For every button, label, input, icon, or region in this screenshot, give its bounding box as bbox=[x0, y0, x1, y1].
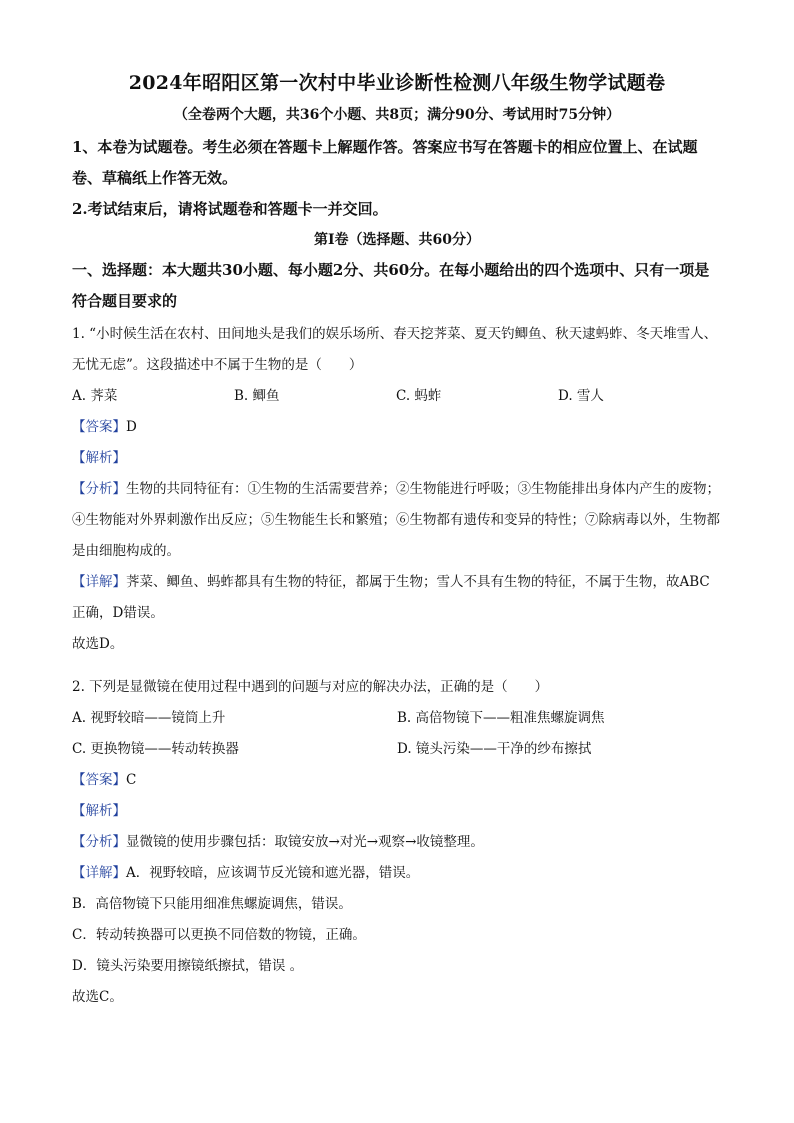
analysis-tag: 【解析】 bbox=[72, 803, 126, 819]
xiangjie-text-c: C．转动转换器可以更换不同倍数的物镜，正确。 bbox=[72, 927, 366, 943]
xiangjie-text-b: B．高倍物镜下只能用细准焦螺旋调焦，错误。 bbox=[72, 896, 352, 912]
answer-value: D bbox=[126, 419, 137, 435]
question-1-stem: 1. “小时候生活在农村、田间地头是我们的娱乐场所、春天挖荠菜、夏天钓鲫鱼、秋天逮蚂蚱、冬天堆雪人、无忧无虑”。这段描述中不属于生物的是（ ） bbox=[72, 326, 718, 373]
fenxi-tag: 【分析】 bbox=[72, 481, 126, 497]
fenxi-tag: 【分析】 bbox=[72, 834, 126, 850]
question-1 bbox=[72, 319, 722, 660]
option-a: A. 荠菜 bbox=[72, 388, 118, 404]
option-d: D. 镜头污染——干净的纱布擦拭 bbox=[397, 741, 592, 757]
section-intro: 一、选择题：本大题共30小题、每小题2分、共60分。在每小题给出的四个选项中、只有一项是符合题目要求的 bbox=[72, 261, 710, 310]
xiangjie-tag: 【详解】 bbox=[72, 865, 126, 881]
xiangjie-paragraph bbox=[72, 858, 722, 889]
spacer bbox=[72, 660, 722, 672]
xiangjie-text-d: D．镜头污染要用擦镜纸擦拭，错误 。 bbox=[72, 958, 304, 974]
conclusion: 故选D。 bbox=[72, 636, 124, 652]
conclusion: 故选C。 bbox=[72, 989, 123, 1005]
xiangjie-paragraph bbox=[72, 567, 722, 629]
fenxi-paragraph bbox=[72, 474, 722, 567]
answer-line bbox=[72, 765, 722, 796]
notice-1: 1、本卷为试题卷。考生必须在答题卡上解题作答。答案应书写在答题卡的相应位置上、在试题卷、草稿纸上作答无效。 bbox=[72, 138, 698, 187]
question-1-options bbox=[72, 381, 722, 412]
option-c: C. 更换物镜——转动转换器 bbox=[72, 741, 239, 757]
exam-title: 2024年昭阳区第一次村中毕业诊断性检测八年级生物学试题卷 bbox=[128, 72, 666, 94]
option-b: B. 高倍物镜下——粗准焦螺旋调焦 bbox=[397, 710, 605, 726]
answer-line bbox=[72, 412, 722, 443]
option-c: C. 蚂蚱 bbox=[396, 388, 442, 404]
analysis-tag: 【解析】 bbox=[72, 450, 126, 466]
option-d: D. 雪人 bbox=[558, 388, 604, 404]
question-2 bbox=[72, 672, 722, 1013]
fenxi-text: 显微镜的使用步骤包括：取镜安放→对光→观察→收镜整理。 bbox=[126, 834, 484, 850]
xiangjie-text: 荠菜、鲫鱼、蚂蚱都具有生物的特征，都属于生物；雪人不具有生物的特征，不属于生物，故ABC正确，D错误。 bbox=[72, 574, 710, 621]
section-heading: 第Ⅰ卷（选择题、共60分） bbox=[313, 232, 481, 248]
answer-tag: 【答案】 bbox=[72, 772, 126, 788]
xiangjie-tag: 【详解】 bbox=[72, 574, 126, 590]
fenxi-text: 生物的共同特征有：①生物的生活需要营养；②生物能进行呼吸；③生物能排出身体内产生的废物；④生物能对外界刺激作出反应；⑤生物能生长和繁殖；⑥生物都有遗传和变异的特性；⑦除病毒以外，生物都是由细胞构成的。 bbox=[72, 481, 720, 559]
option-b: B. 鲫鱼 bbox=[234, 388, 280, 404]
exam-subtitle: （全卷两个大题，共36个小题、共8页；满分90分、考试用时75分钟） bbox=[173, 107, 621, 123]
question-2-options bbox=[72, 703, 722, 765]
answer-tag: 【答案】 bbox=[72, 419, 126, 435]
answer-value: C bbox=[126, 772, 137, 788]
fenxi-paragraph bbox=[72, 827, 722, 858]
xiangjie-text-a: A．视野较暗，应该调节反光镜和遮光器，错误。 bbox=[126, 865, 420, 881]
option-a: A. 视野较暗——镜筒上升 bbox=[72, 710, 226, 726]
question-2-stem: 2. 下列是显微镜在使用过程中遇到的问题与对应的解决办法，正确的是（ ） bbox=[72, 679, 549, 695]
notice-2: 2.考试结束后，请将试题卷和答题卡一并交回。 bbox=[72, 200, 388, 218]
